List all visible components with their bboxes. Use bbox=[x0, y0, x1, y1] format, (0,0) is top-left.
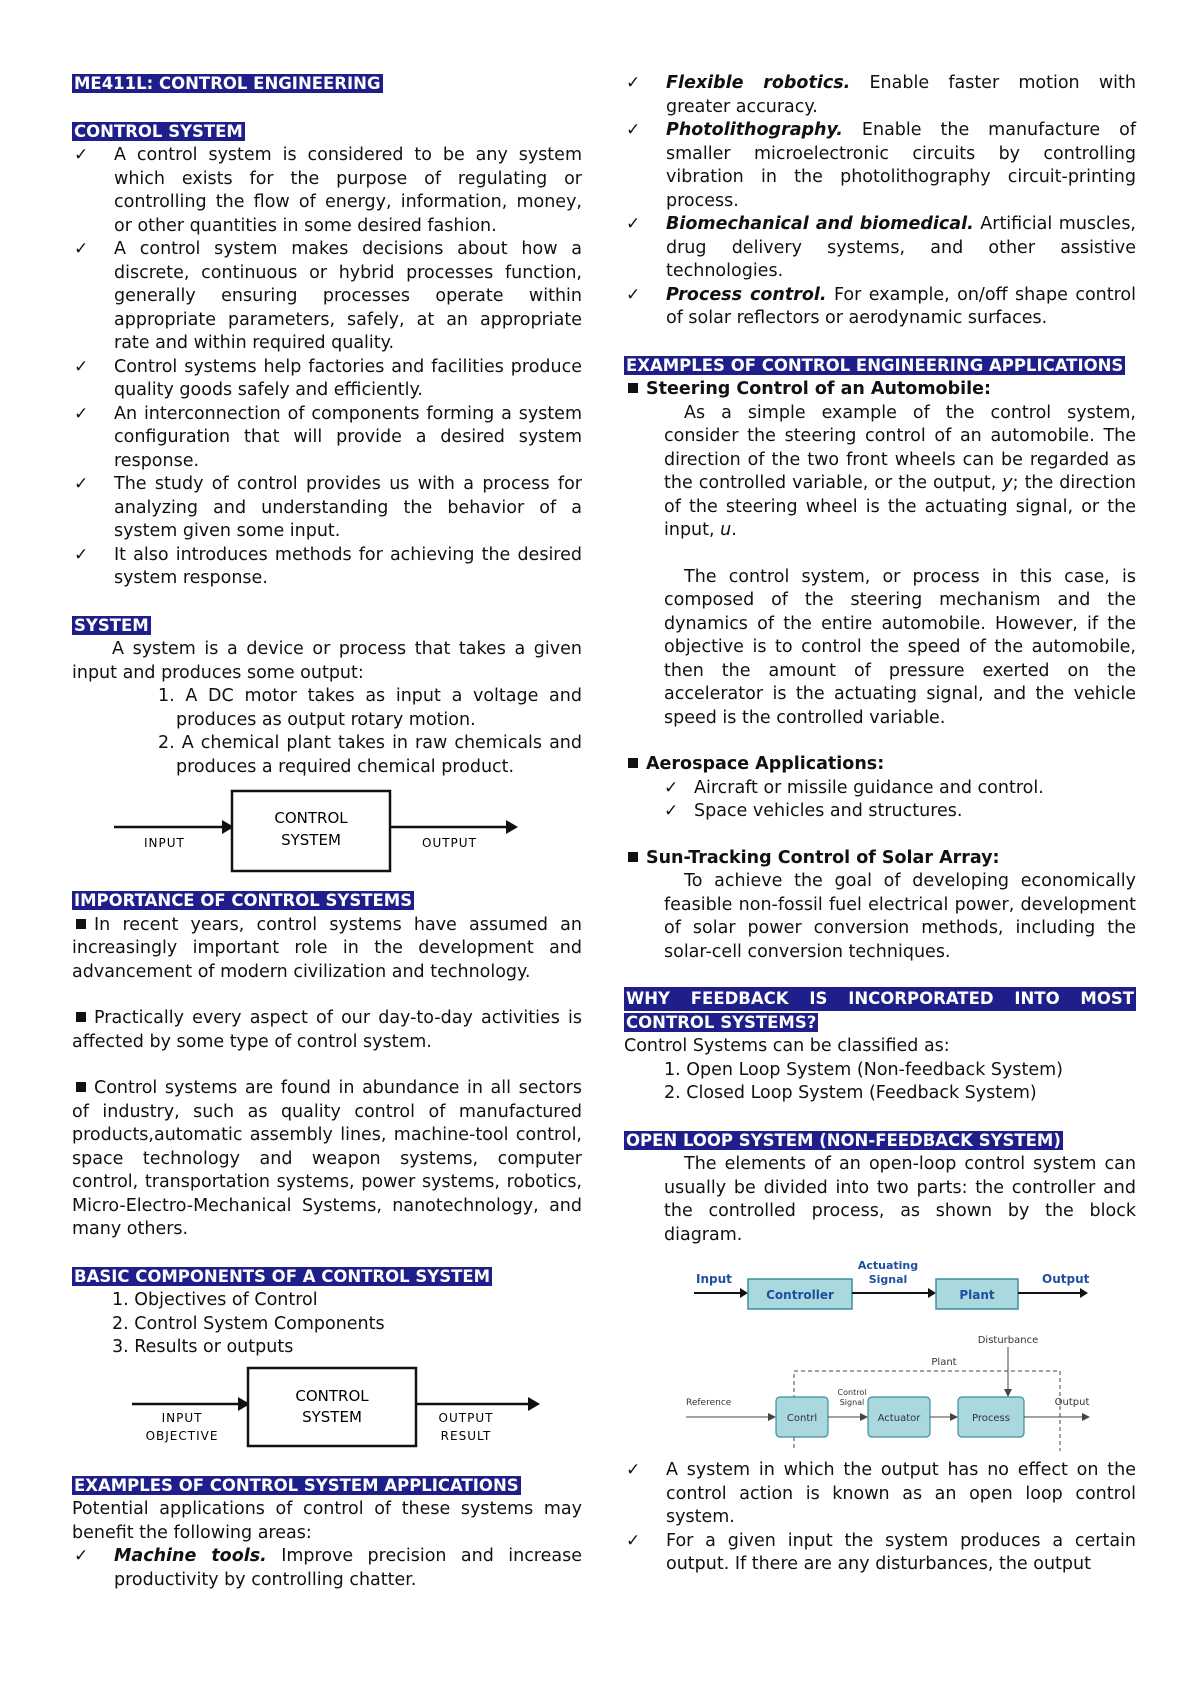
importance-paragraph: Control systems are found in abundance in all sectors of industry, such as quality control of manufactured products,automatic assembly lines, machine-tool control, space technology and weapon systems, computer control, transportation systems, power systems, robotics, Micro-Electro-Mechanical Systems, nanotechnology, and many others. bbox=[72, 1078, 582, 1239]
importance-paragraph: Practically every aspect of our day-to-day activities is affected by some type of control system. bbox=[72, 1008, 582, 1052]
list-item: ✓ Aircraft or missile guidance and control. bbox=[624, 777, 1136, 801]
diagram-label: Disturbance bbox=[977, 1335, 1039, 1346]
list-item: ✓ It also introduces methods for achieving the desired system response. bbox=[72, 544, 582, 591]
list-item: ✓ Control systems help factories and facilities produce quality goods safely and efficiently. bbox=[72, 356, 582, 403]
list-item: ✓ An interconnection of components forming a system configuration that will provide a desired system response. bbox=[72, 403, 582, 474]
list-item: ✓ For a given input the system produces a certain output. If there are any disturbances, the output bbox=[624, 1530, 1136, 1577]
feedback-list bbox=[624, 1059, 1136, 1106]
list-item: 2. A chemical plant takes in raw chemicals and produces a required chemical product. bbox=[158, 733, 582, 777]
left-column bbox=[72, 72, 582, 1592]
applications-heading: EXAMPLES OF CONTROL SYSTEM APPLICATIONS bbox=[74, 1475, 519, 1495]
list-item: 2. Control System Components bbox=[112, 1313, 385, 1334]
system-examples bbox=[72, 685, 582, 779]
feedback-heading: WHY FEEDBACK IS INCORPORATED INTO MOST CONTROL SYSTEMS? bbox=[626, 989, 1134, 1032]
importance-heading: IMPORTANCE OF CONTROL SYSTEMS bbox=[74, 891, 413, 910]
diagram-output-label: OUTPUT bbox=[422, 836, 477, 850]
open-loop-block-diagram bbox=[624, 1251, 1136, 1331]
steering-paragraph: The control system, or process in this case, is composed of the steering mechanism and the dynamics of the entire automobile. However, if the objective is to control the speed of the automobile, then the amount of pressure exerted on the accelerator is the actuating signal, and the vehicle speed is the controlled variable. bbox=[664, 566, 1136, 728]
system-block-diagram bbox=[72, 785, 582, 885]
plant-block-diagram bbox=[624, 1331, 1136, 1451]
steering-title: Steering Control of an Automobile: bbox=[624, 378, 1136, 402]
diagram-label: Actuating bbox=[857, 1259, 919, 1272]
solar-paragraph: To achieve the goal of developing economically feasible non-fossil fuel electrical power, development of solar power conversion methods, including the solar-cell conversion techniques. bbox=[664, 871, 1136, 962]
feedback-intro: Control Systems can be classified as: bbox=[624, 1036, 950, 1056]
diagram-label: Actuator bbox=[877, 1413, 921, 1424]
right-column bbox=[624, 72, 1136, 1577]
list-item: ✓ A control system is considered to be any system which exists for the purpose of regulating or controlling the flow of energy, information, money, or other quantities in some desired fashion. bbox=[72, 144, 582, 238]
diagram-label: Contrl bbox=[786, 1413, 818, 1424]
control-system-heading: CONTROL SYSTEM bbox=[74, 121, 243, 141]
list-item: ✓ Process control. For example, on/off shape control of solar reflectors or aerodynamic surfaces. bbox=[624, 284, 1136, 331]
list-item: ✓ Biomechanical and biomedical. Artificial muscles, drug delivery systems, and other assistive technologies. bbox=[624, 213, 1136, 284]
list-item: ✓ A control system makes decisions about how a discrete, continuous or hybrid processes function, generally ensuring processes operate within appropriate parameters, safely, at an appropriate rate and within required quality. bbox=[72, 238, 582, 356]
list-item: ✓ Space vehicles and structures. bbox=[624, 800, 1136, 824]
system-intro: A system is a device or process that takes a given input and produces some output: bbox=[72, 639, 582, 683]
diagram-label: Process bbox=[972, 1413, 1010, 1424]
aero-title: Aerospace Applications: bbox=[624, 753, 1136, 777]
list-item: ✓ The study of control provides us with a process for analyzing and understanding the behavior of a system given some input. bbox=[72, 473, 582, 544]
open-loop-intro: The elements of an open-loop control system can usually be divided into two parts: the controller and the controlled process, as shown by the block diagram. bbox=[664, 1154, 1136, 1245]
diagram-label: Signal bbox=[868, 1273, 908, 1286]
diagram-box-label: CONTROL bbox=[295, 1386, 369, 1405]
solar-title: Sun-Tracking Control of Solar Array: bbox=[624, 847, 1136, 871]
square-bullet-icon bbox=[76, 919, 86, 929]
square-bullet-icon bbox=[628, 852, 638, 862]
diagram-box-label: SYSTEM bbox=[281, 831, 341, 849]
applications-list-left bbox=[72, 1545, 582, 1592]
diagram-label: Reference bbox=[686, 1398, 732, 1408]
diagram-output-label: RESULT bbox=[440, 1428, 492, 1443]
diagram-input-label: INPUT bbox=[144, 836, 185, 850]
diagram-input-label: OBJECTIVE bbox=[145, 1428, 219, 1443]
engineering-apps-heading: EXAMPLES OF CONTROL ENGINEERING APPLICATIONS bbox=[626, 355, 1124, 375]
diagram-input-label: INPUT bbox=[161, 1410, 203, 1425]
document-title: ME411L: CONTROL ENGINEERING bbox=[74, 74, 381, 93]
diagram-label: Output bbox=[1042, 1272, 1090, 1286]
importance-paragraph: In recent years, control systems have assumed an increasingly important role in the development and advancement of modern civilization and technology. bbox=[72, 914, 582, 982]
list-item: ✓ Machine tools. Improve precision and increase productivity by controlling chatter. bbox=[72, 1545, 582, 1592]
components-heading: BASIC COMPONENTS OF A CONTROL SYSTEM bbox=[74, 1266, 491, 1286]
list-item: 1. Objectives of Control bbox=[112, 1290, 318, 1310]
components-block-diagram bbox=[72, 1366, 582, 1466]
system-heading: SYSTEM bbox=[74, 615, 149, 635]
diagram-box-label: SYSTEM bbox=[302, 1407, 362, 1426]
list-item: ✓ Photolithography. Enable the manufacture of smaller microelectronic circuits by controlling vibration in the photolithography circuit-printing process. bbox=[624, 119, 1136, 213]
control-system-list bbox=[72, 144, 582, 591]
square-bullet-icon bbox=[628, 383, 638, 393]
list-item: 2. Closed Loop System (Feedback System) bbox=[664, 1083, 1037, 1103]
open-loop-heading: OPEN LOOP SYSTEM (NON-FEEDBACK SYSTEM) bbox=[626, 1130, 1061, 1150]
diagram-label: Output bbox=[1054, 1397, 1090, 1408]
steering-paragraph: As a simple example of the control system, consider the steering control of an automobile. The direction of the two front wheels can be regarded as the controlled variable, or the output, y; the direction of the steering wheel is the actuating signal, or the input, u. bbox=[664, 402, 1136, 540]
list-item: 3. Results or outputs bbox=[112, 1337, 294, 1357]
diagram-label: Input bbox=[696, 1272, 732, 1286]
diagram-label: Signal bbox=[839, 1398, 865, 1407]
applications-list-right bbox=[624, 72, 1136, 331]
components-list bbox=[72, 1289, 582, 1360]
square-bullet-icon bbox=[76, 1012, 86, 1022]
list-item: 1. Open Loop System (Non-feedback System) bbox=[664, 1059, 1063, 1080]
square-bullet-icon bbox=[76, 1082, 86, 1092]
diagram-label: Plant bbox=[931, 1357, 957, 1368]
list-item: ✓ Flexible robotics. Enable faster motion with greater accuracy. bbox=[624, 72, 1136, 119]
diagram-box-label: CONTROL bbox=[274, 809, 348, 827]
diagram-label: Control bbox=[837, 1388, 867, 1397]
diagram-label: Controller bbox=[766, 1288, 834, 1302]
diagram-label: Plant bbox=[959, 1288, 995, 1302]
list-item: ✓ A system in which the output has no effect on the control action is known as an open loop control system. bbox=[624, 1459, 1136, 1530]
square-bullet-icon bbox=[628, 758, 638, 768]
applications-intro: Potential applications of control of these systems may benefit the following areas: bbox=[72, 1499, 582, 1543]
diagram-output-label: OUTPUT bbox=[438, 1410, 494, 1425]
list-item: 1. A DC motor takes as input a voltage and produces as output rotary motion. bbox=[158, 686, 582, 730]
aero-list bbox=[624, 777, 1136, 824]
open-loop-list bbox=[624, 1459, 1136, 1577]
